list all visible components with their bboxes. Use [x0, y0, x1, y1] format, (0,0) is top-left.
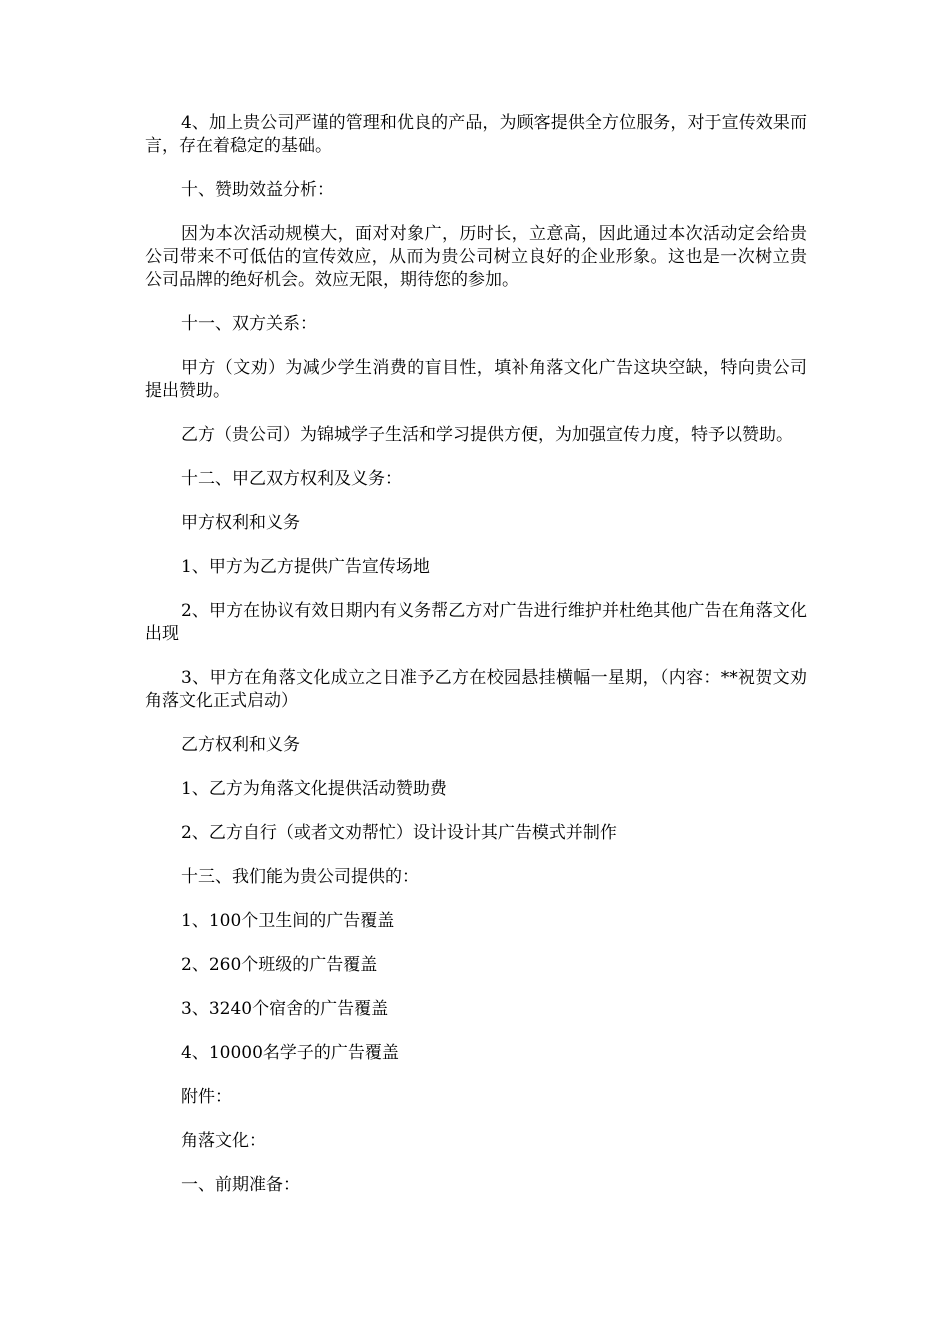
paragraph: 因为本次活动规模大，面对对象广，历时长，立意高，因此通过本次活动定会给贵公司带来不可低估的宣传效应，从而为贵公司树立良好的企业形象。这也是一次树立贵公司品牌的绝好机会。效应无限，期待您的参加。 [145, 224, 807, 290]
section-heading: 十二、甲乙双方权利及义务： [181, 469, 402, 489]
section-heading: 十一、双方关系： [181, 314, 317, 334]
paragraph: 甲方（文劝）为减少学生消费的盲目性，填补角落文化广告这块空缺，特向贵公司提出赞助。 [145, 358, 807, 401]
list-item: 4、10000名学子的广告覆盖 [181, 1043, 399, 1063]
paragraph: 4、加上贵公司严谨的管理和优良的产品，为顾客提供全方位服务，对于宣传效果而言，存在着稳定的基础。 [145, 113, 807, 156]
subheading: 角落文化： [181, 1131, 266, 1151]
section-heading: 十、赞助效益分析： [181, 180, 334, 200]
section-heading: 十三、我们能为贵公司提供的： [181, 867, 419, 887]
list-item: 3、3240个宿舍的广告覆盖 [181, 999, 389, 1019]
document-page [145, 112, 807, 1218]
paragraph: 乙方（贵公司）为锦城学子生活和学习提供方便，为加强宣传力度，特予以赞助。 [181, 425, 793, 445]
list-item: 2、260个班级的广告覆盖 [181, 955, 378, 975]
subheading: 乙方权利和义务 [181, 735, 300, 755]
list-item: 1、甲方为乙方提供广告宣传场地 [181, 557, 430, 577]
list-item: 2、乙方自行（或者文劝帮忙）设计设计其广告模式并制作 [181, 823, 617, 843]
list-item: 1、100个卫生间的广告覆盖 [181, 911, 395, 931]
subheading: 附件： [181, 1087, 232, 1107]
list-item: 1、乙方为角落文化提供活动赞助费 [181, 779, 447, 799]
list-item: 3、甲方在角落文化成立之日准予乙方在校园悬挂横幅一星期，（内容：**祝贺文劝角落文化正式启动） [145, 668, 807, 711]
list-item: 2、甲方在协议有效日期内有义务帮乙方对广告进行维护并杜绝其他广告在角落文化出现 [145, 601, 807, 644]
subheading: 甲方权利和义务 [181, 513, 300, 533]
section-heading: 一、前期准备： [181, 1175, 300, 1195]
